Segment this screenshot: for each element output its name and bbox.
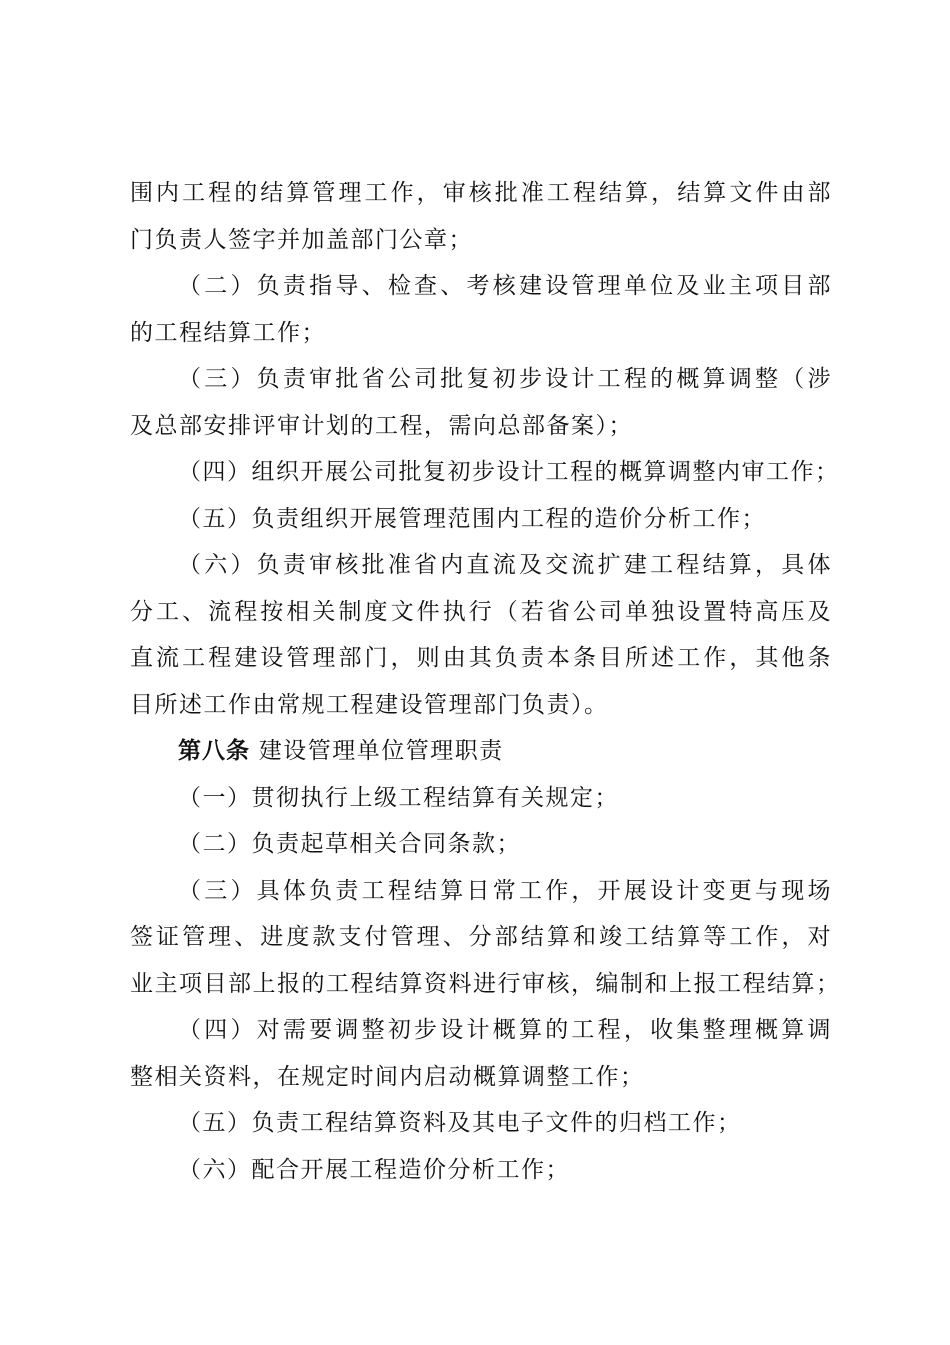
text-line: （一）贯彻执行上级工程结算有关规定； bbox=[178, 784, 619, 811]
text-line: （二）负责指导、检查、考核建设管理单位及业主项目部 bbox=[178, 273, 832, 299]
text-line: 整相关资料，在规定时间内启动概算调整工作； bbox=[130, 1063, 645, 1090]
article7-continuation bbox=[130, 170, 840, 728]
text-line: （三）负责审批省公司批复初步设计工程的概算调整（涉 bbox=[178, 366, 832, 392]
text-line: 的工程结算工作； bbox=[130, 319, 326, 346]
text-line: （六）负责审核批准省内直流及交流扩建工程结算，具体 bbox=[178, 552, 832, 578]
text-line: （三）具体负责工程结算日常工作，开展设计变更与现场 bbox=[178, 877, 832, 904]
text-line: 门负责人签字并加盖部门公章； bbox=[130, 226, 473, 253]
text-line: （五）负责组织开展管理范围内工程的造价分析工作； bbox=[178, 505, 766, 532]
text-line: （六）配合开展工程造价分析工作； bbox=[178, 1156, 570, 1183]
article8-heading bbox=[130, 728, 832, 775]
text-line: 目所述工作由常规工程建设管理部门负责）。 bbox=[130, 691, 609, 718]
text-line: （四）对需要调整初步设计概算的工程，收集整理概算调 bbox=[178, 1017, 832, 1043]
text-line: 分工、流程按相关制度文件执行（若省公司单独设置特高压及 bbox=[130, 598, 832, 625]
text-line: 签证管理、进度款支付管理、分部结算和竣工结算等工作，对 bbox=[130, 924, 832, 950]
text-line: 围内工程的结算管理工作，审核批准工程结算，结算文件由部 bbox=[130, 180, 832, 206]
text-line: （五）负责工程结算资料及其电子文件的归档工作； bbox=[178, 1110, 742, 1136]
text-line: （四）组织开展公司批复初步设计工程的概算调整内审工作； bbox=[178, 459, 840, 485]
text-line: （二）负责起草相关合同条款； bbox=[178, 831, 521, 857]
text-line: 直流工程建设管理部门，则由其负责本条目所述工作，其他条 bbox=[130, 645, 832, 671]
article8-items bbox=[130, 775, 841, 1194]
article-label: 第八条 bbox=[178, 737, 250, 764]
document-body bbox=[130, 170, 841, 1193]
text-line: 及总部安排评审计划的工程，需向总部备案）； bbox=[130, 412, 633, 439]
article-title: 建设管理单位管理职责 bbox=[250, 738, 504, 764]
text-line: 业主项目部上报的工程结算资料进行审核，编制和上报工程结算； bbox=[130, 970, 841, 997]
